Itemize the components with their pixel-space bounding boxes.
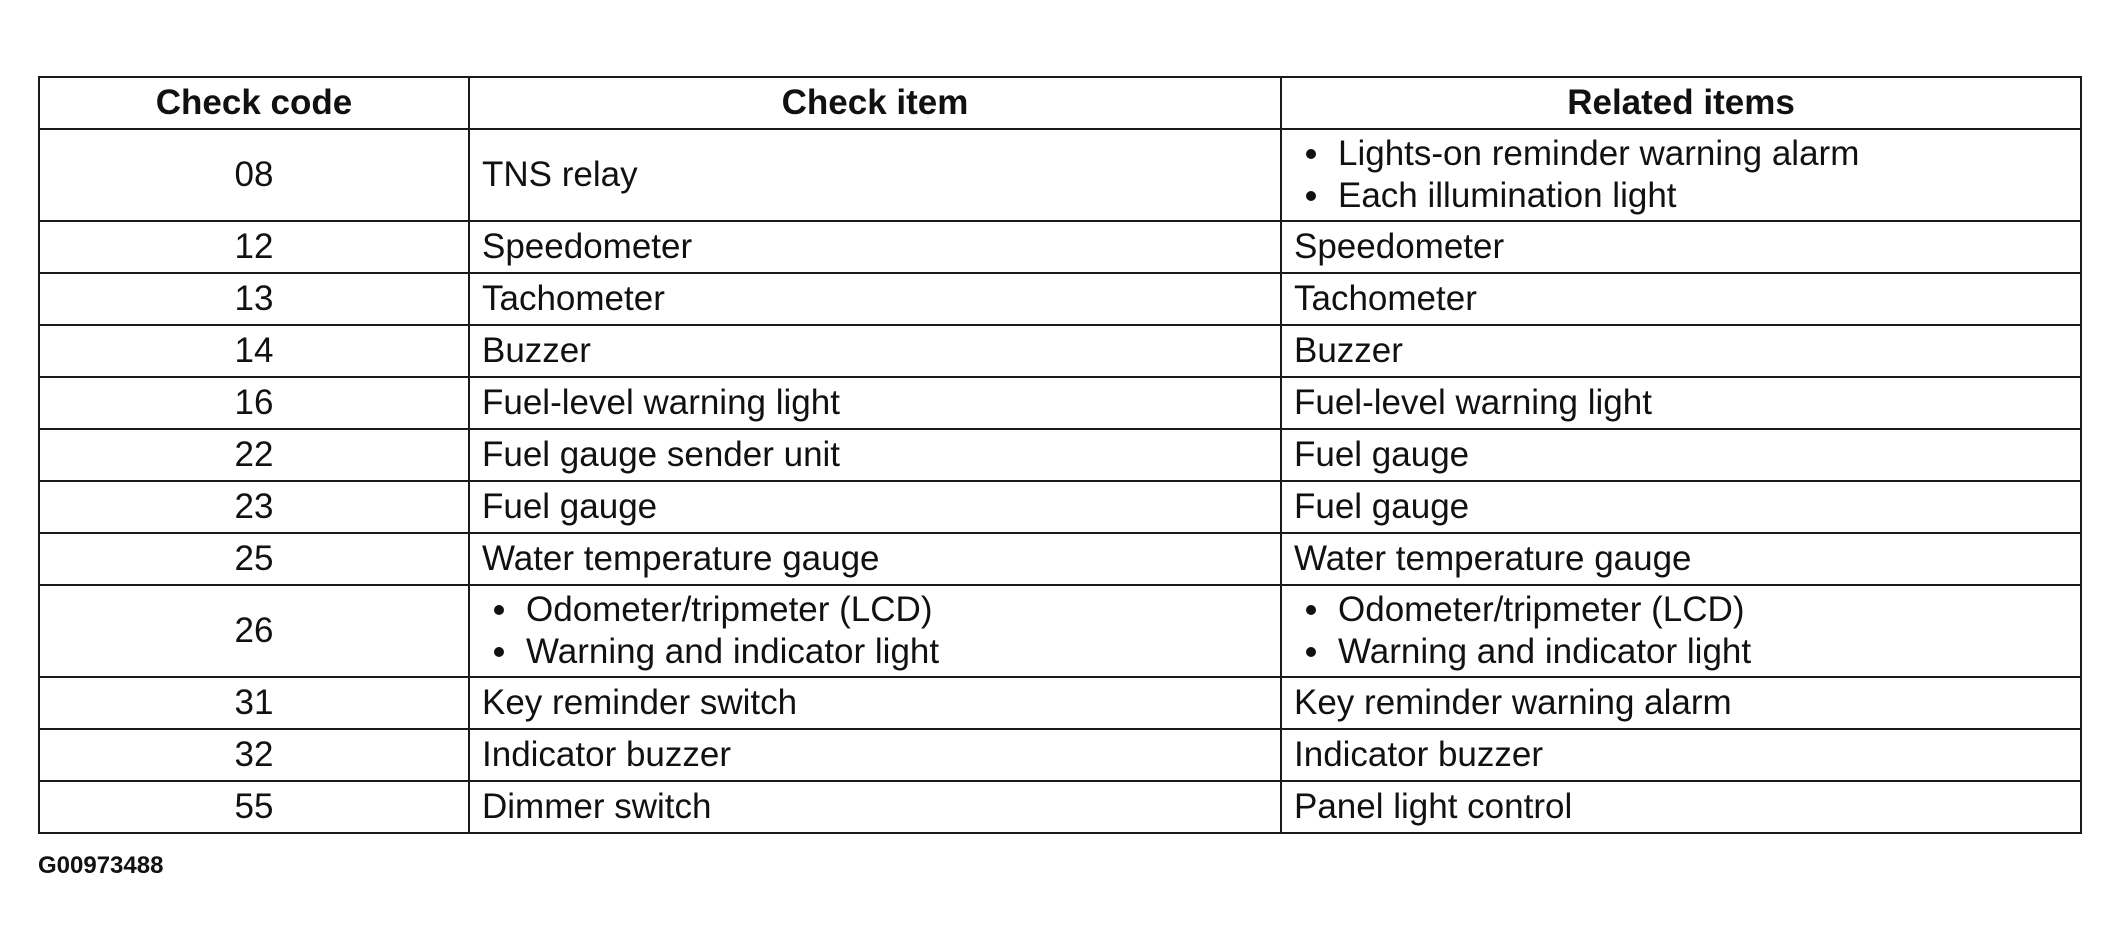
related-items-cell: Fuel gauge: [1281, 481, 2081, 533]
check-item-cell: Buzzer: [469, 325, 1281, 377]
table-header-row: [39, 77, 2081, 129]
check-code-cell: 32: [39, 729, 469, 781]
bullet-list: [482, 589, 1268, 673]
check-code-cell: 31: [39, 677, 469, 729]
bullet-list-item: [482, 631, 1268, 673]
table-row: [39, 781, 2081, 833]
bullet-dot-icon: [1306, 647, 1316, 657]
header-related-items: Related items: [1281, 77, 2081, 129]
related-items-cell: Indicator buzzer: [1281, 729, 2081, 781]
check-item-cell: Tachometer: [469, 273, 1281, 325]
bullet-text: Lights-on reminder warning alarm: [1338, 134, 1860, 173]
check-code-cell: 55: [39, 781, 469, 833]
check-item-cell: Dimmer switch: [469, 781, 1281, 833]
table-row: [39, 585, 2081, 677]
bullet-dot-icon: [1306, 191, 1316, 201]
related-items-cell: Fuel gauge: [1281, 429, 2081, 481]
related-items-cell: Key reminder warning alarm: [1281, 677, 2081, 729]
table-row: [39, 221, 2081, 273]
related-items-cell: Tachometer: [1281, 273, 2081, 325]
check-code-cell: 25: [39, 533, 469, 585]
bullet-dot-icon: [494, 605, 504, 615]
bullet-list-item: [482, 589, 1268, 631]
bullet-text: Warning and indicator light: [1338, 632, 1752, 671]
related-items-cell: [1281, 585, 2081, 677]
check-code-cell: 16: [39, 377, 469, 429]
bullet-text: Each illumination light: [1338, 176, 1677, 215]
bullet-list-item: [1294, 133, 2068, 175]
bullet-list: [1294, 589, 2068, 673]
check-code-table: [38, 76, 2082, 834]
table-row: [39, 325, 2081, 377]
table-row: [39, 129, 2081, 221]
bullet-list-item: [1294, 175, 2068, 217]
bullet-text: Odometer/tripmeter (LCD): [526, 590, 933, 629]
check-code-cell: 12: [39, 221, 469, 273]
check-item-cell: TNS relay: [469, 129, 1281, 221]
bullet-dot-icon: [1306, 149, 1316, 159]
check-code-cell: 22: [39, 429, 469, 481]
table-row: [39, 377, 2081, 429]
check-code-cell: 23: [39, 481, 469, 533]
header-check-code: Check code: [39, 77, 469, 129]
bullet-dot-icon: [494, 647, 504, 657]
bullet-list-item: [1294, 589, 2068, 631]
check-item-cell: Fuel gauge sender unit: [469, 429, 1281, 481]
related-items-cell: Panel light control: [1281, 781, 2081, 833]
bullet-text: Odometer/tripmeter (LCD): [1338, 590, 1745, 629]
table-row: [39, 677, 2081, 729]
check-item-cell: [469, 585, 1281, 677]
bullet-dot-icon: [1306, 605, 1316, 615]
bullet-list: [1294, 133, 2068, 217]
check-item-cell: Speedometer: [469, 221, 1281, 273]
related-items-cell: [1281, 129, 2081, 221]
check-item-cell: Indicator buzzer: [469, 729, 1281, 781]
bullet-text: Warning and indicator light: [526, 632, 940, 671]
check-code-cell: 14: [39, 325, 469, 377]
table-row: [39, 533, 2081, 585]
related-items-cell: Speedometer: [1281, 221, 2081, 273]
table-row: [39, 481, 2081, 533]
bullet-list-item: [1294, 631, 2068, 673]
check-item-cell: Fuel-level warning light: [469, 377, 1281, 429]
table-row: [39, 429, 2081, 481]
related-items-cell: Fuel-level warning light: [1281, 377, 2081, 429]
figure-id: G00973488: [38, 852, 164, 879]
check-code-cell: 08: [39, 129, 469, 221]
check-code-cell: 13: [39, 273, 469, 325]
header-check-item: Check item: [469, 77, 1281, 129]
check-code-cell: 26: [39, 585, 469, 677]
check-item-cell: Key reminder switch: [469, 677, 1281, 729]
check-item-cell: Fuel gauge: [469, 481, 1281, 533]
table-row: [39, 729, 2081, 781]
related-items-cell: Buzzer: [1281, 325, 2081, 377]
table-row: [39, 273, 2081, 325]
related-items-cell: Water temperature gauge: [1281, 533, 2081, 585]
check-item-cell: Water temperature gauge: [469, 533, 1281, 585]
table-body: [39, 129, 2081, 833]
